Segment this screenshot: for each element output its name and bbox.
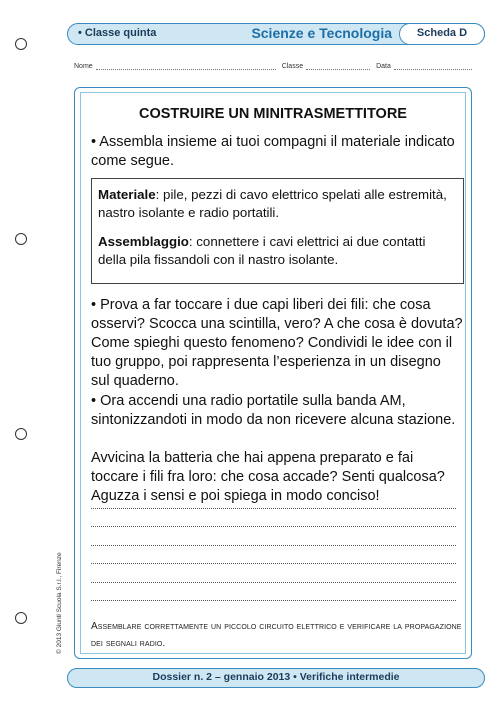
scheda-label: Scheda D (399, 23, 485, 45)
material-box (91, 178, 464, 284)
answer-line[interactable] (91, 582, 456, 583)
assemblaggio-text: : connettere i cavi elettrici ai due contatti della pila fissandoli con il nastro isolante. (98, 234, 426, 267)
copyright-notice: © 2013 Giunti Scuola S.r.l., Firenze (56, 552, 63, 654)
binder-hole (15, 612, 27, 624)
header-bar (67, 23, 485, 45)
student-info-line (74, 63, 484, 70)
class-label: • Classe quinta (78, 27, 157, 39)
worksheet-title: COSTRUIRE UN MINITRASMETTITORE (139, 106, 407, 122)
class-field[interactable] (306, 63, 370, 70)
battery-paragraph: Avvicina la batteria che hai appena preparato e fai toccare i fili fra loro: che cosa accade? Senti qualcosa? Aguzza i sensi e poi spiega in modo conciso! (91, 450, 445, 504)
answer-line[interactable] (91, 545, 456, 546)
assemblaggio-label: Assemblaggio (98, 234, 189, 249)
assemblaggio-line (98, 233, 457, 269)
answer-line[interactable] (91, 508, 456, 509)
radio-paragraph: • Ora accendi una radio portatile sulla banda AM, sintonizzandoti in modo da non ricevere alcuna stazione. (91, 393, 456, 428)
name-label: Nome (74, 63, 93, 70)
date-field[interactable] (394, 63, 472, 70)
answer-line[interactable] (91, 600, 456, 601)
learning-objective: Assemblare correttamente un piccolo circuito elettrico e verificare la propagazione dei segnali radio. (91, 621, 462, 649)
answer-line[interactable] (91, 526, 456, 527)
class-field-label: Classe (281, 63, 304, 70)
date-label: Data (376, 63, 391, 70)
binder-hole (15, 233, 27, 245)
observation-paragraph: • Prova a far toccare i due capi liberi dei fili: che cosa osservi? Scocca una scintilla, vero? A che cosa è dovuta? Come spieghi questo fenomeno? Condividi le idee con il tuo gruppo, poi rappresenta l’esperienza in un disegno sul quaderno. (91, 297, 463, 389)
materiale-label: Materiale (98, 187, 156, 202)
footer-bar: Dossier n. 2 – gennaio 2013 • Verifiche intermedie (67, 668, 485, 688)
materiale-line (98, 186, 457, 222)
answer-line[interactable] (91, 563, 456, 564)
subject-title: Scienze e Tecnologia (251, 25, 392, 41)
binder-hole (15, 38, 27, 50)
materiale-text: : pile, pezzi di cavo elettrico spelati alle estremità, nastro isolante e radio portatili. (98, 187, 447, 220)
name-field[interactable] (96, 63, 276, 70)
binder-hole (15, 428, 27, 440)
intro-paragraph: • Assembla insieme ai tuoi compagni il materiale indicato come segue. (91, 134, 455, 169)
